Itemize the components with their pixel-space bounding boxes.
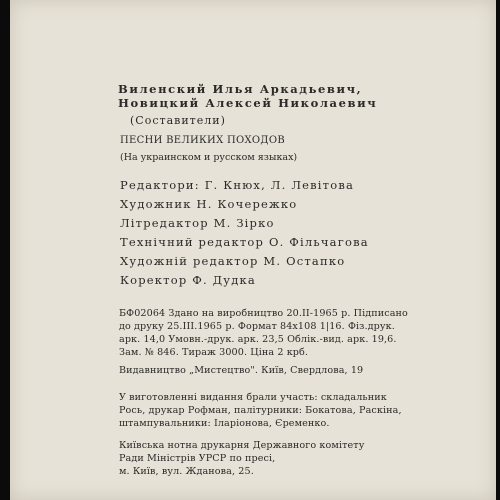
book-page: [10, 0, 496, 500]
printer-line-1: Київська нотна друкарня Державного комітету: [119, 440, 365, 451]
credit-literary-editor: Літредактор М. Зірко: [120, 216, 275, 230]
credit-editors: Редактори: Г. Кнюх, Л. Левітова: [120, 178, 355, 192]
credit-art-editor: Художній редактор М. Остапко: [120, 254, 346, 268]
participants-line-1: У виготовленні видання брали участь: складальник: [119, 392, 387, 403]
participants-line-2: Рось, друкар Рофман, палітурники: Бокатова, Раскіна,: [119, 405, 402, 416]
publisher-line: Видавництво „Мистецтво". Київ, Свердлова, 19: [119, 365, 364, 376]
compilers-label: (Составители): [130, 114, 226, 127]
author-line-1: Виленский Илья Аркадьевич,: [118, 82, 363, 96]
printer-line-2: Ради Міністрів УРСР по пресі,: [119, 453, 276, 464]
language-note: (На украинском и русском языках): [120, 152, 298, 163]
book-title: ПЕСНИ ВЕЛИКИХ ПОХОДОВ: [120, 135, 285, 146]
credit-proofreader: Коректор Ф. Дудка: [120, 273, 256, 287]
imprint-line-4: Зам. № 846. Тираж 3000. Ціна 2 крб.: [119, 347, 309, 358]
printer-line-3: м. Київ, вул. Жданова, 25.: [119, 466, 254, 477]
credit-technical-editor: Технічний редактор О. Фільчагова: [120, 235, 369, 249]
imprint-line-2: до друку 25.III.1965 р. Формат 84х108 1|16. Фіз.друк.: [119, 321, 395, 332]
credit-artist: Художник Н. Кочережко: [120, 197, 298, 211]
imprint-line-1: БФ02064 Здано на виробництво 20.II-1965 р. Підписано: [119, 308, 408, 319]
participants-line-3: штампувальники: Іларіонова, Єременко.: [119, 418, 330, 429]
author-line-2: Новицкий Алексей Николаевич: [118, 96, 378, 110]
imprint-line-3: арк. 14,0 Умовн.-друк. арк. 23,5 Облік.-вид. арк. 19,6.: [119, 334, 397, 345]
